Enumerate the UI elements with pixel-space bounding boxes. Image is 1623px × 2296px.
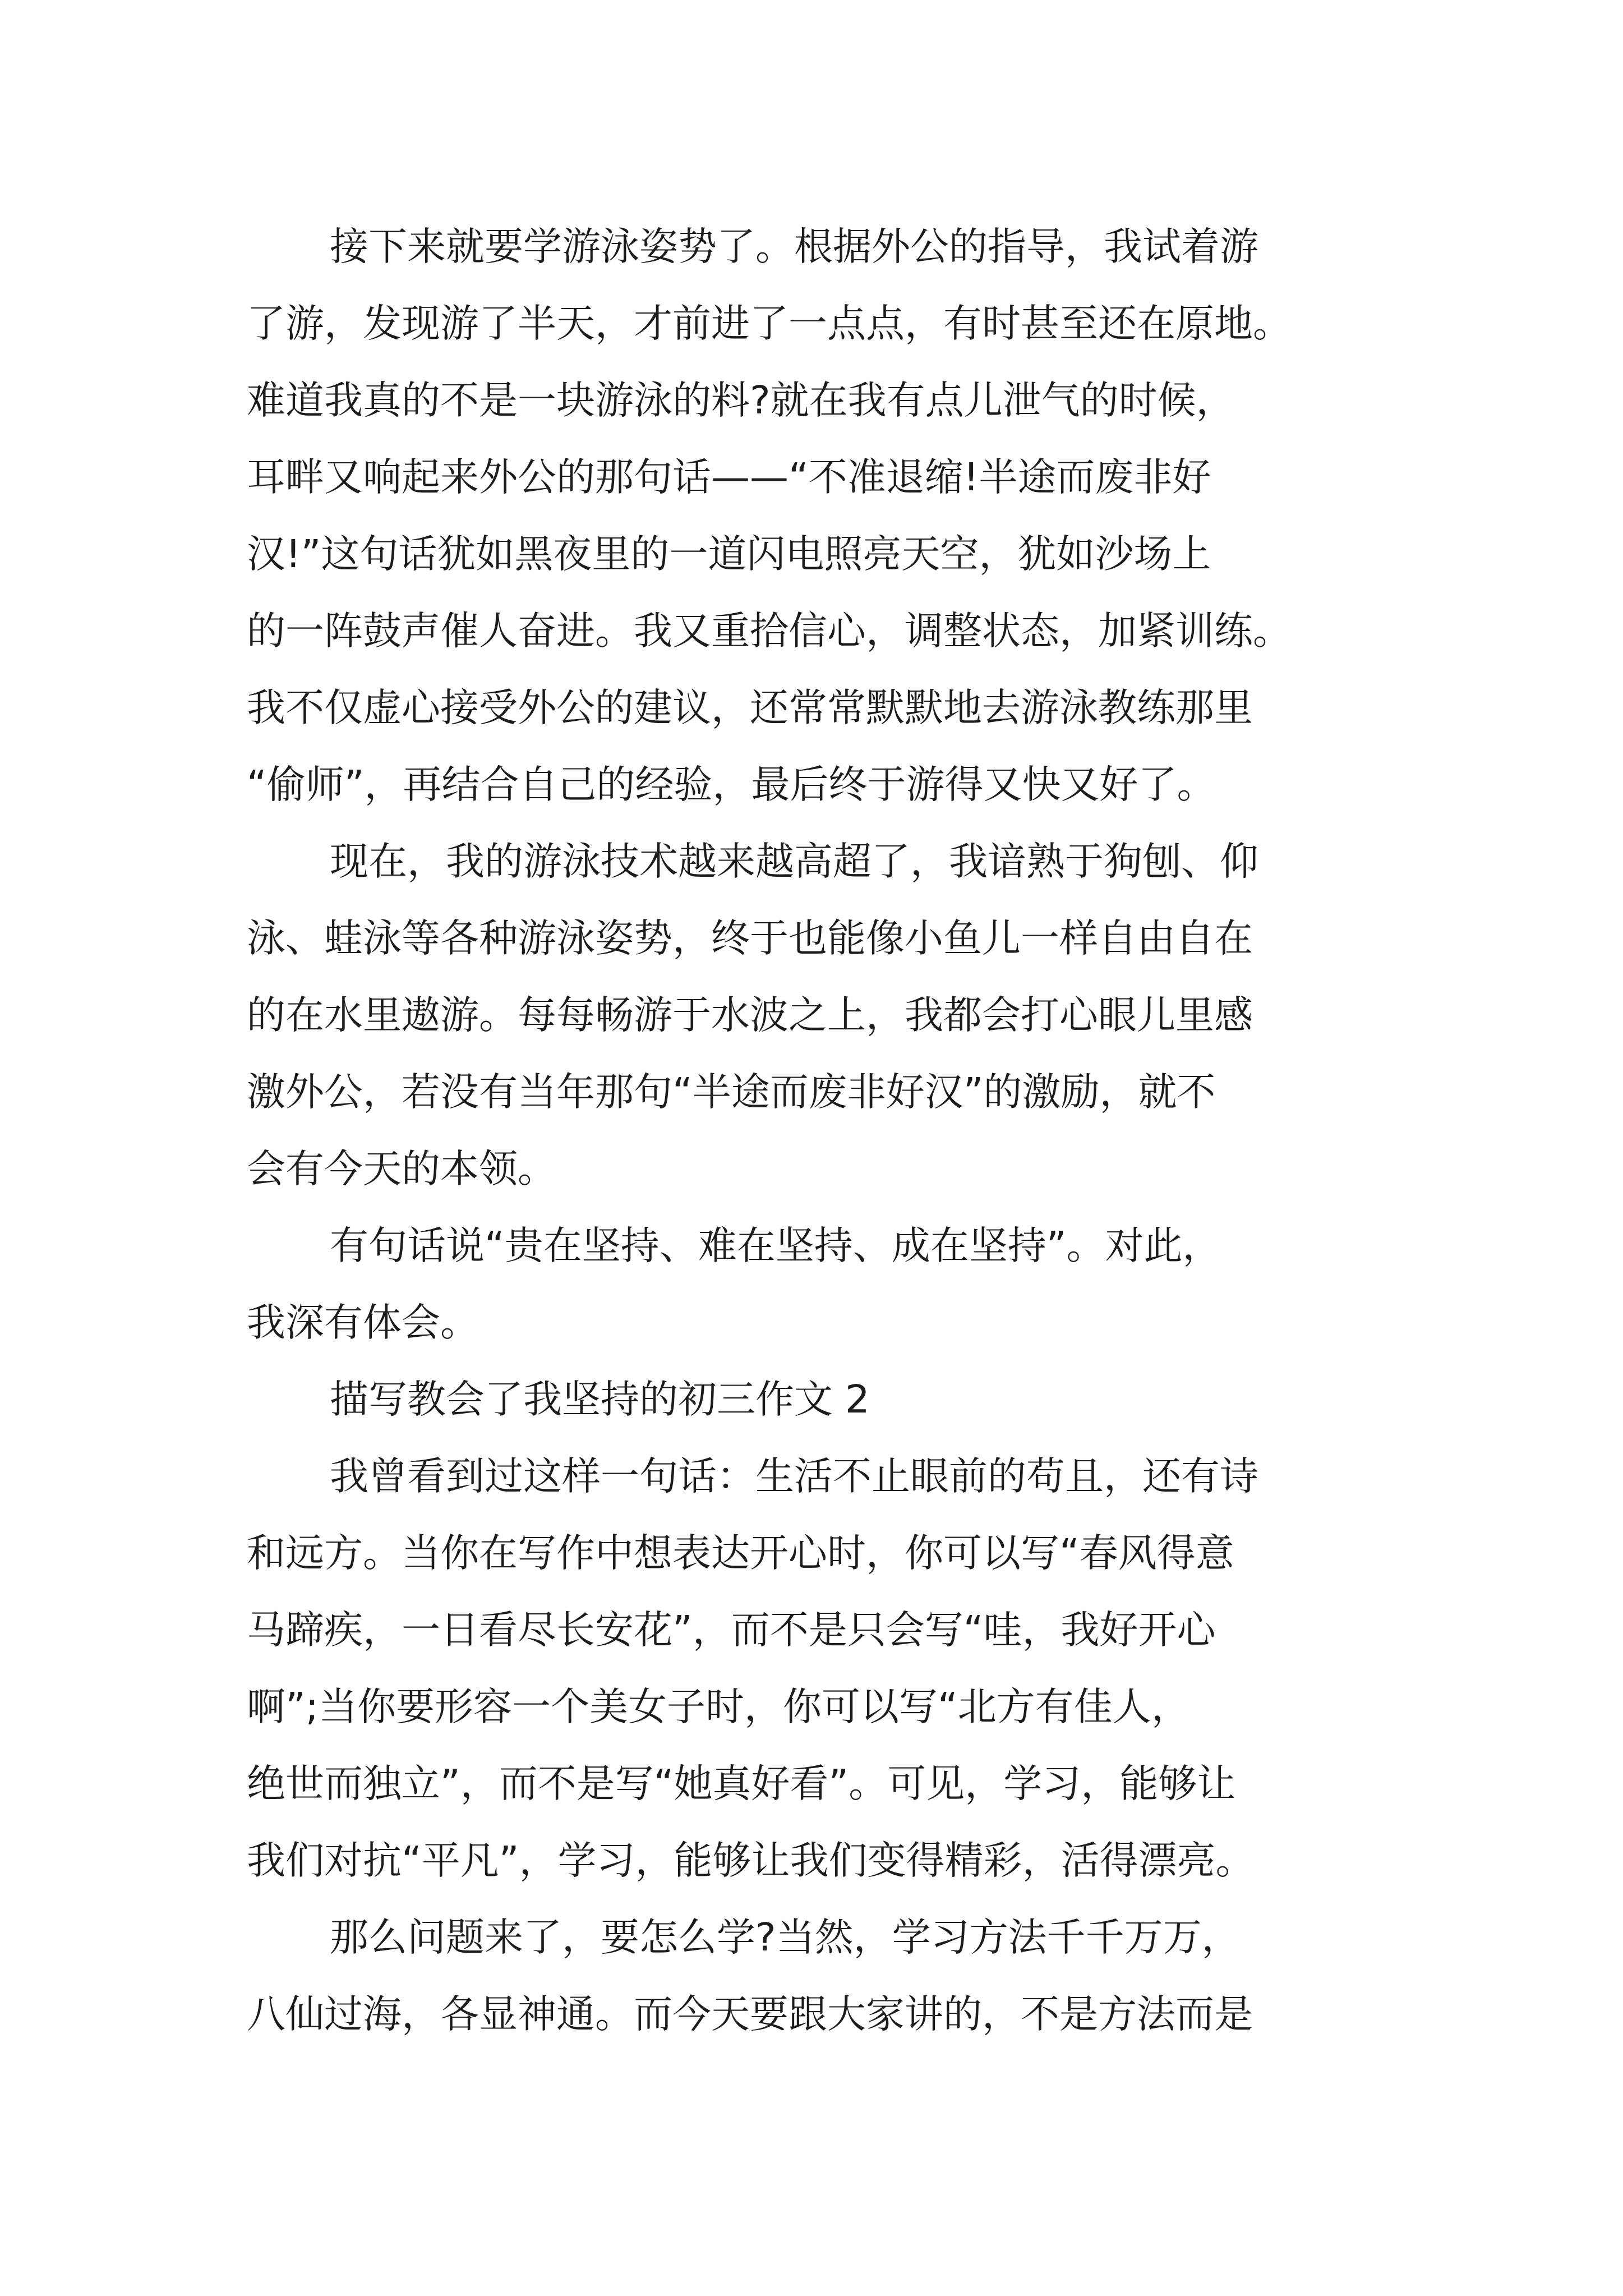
text-line: 啊”;当你要形容一个美女子时，你可以写“北方有佳人， [247,1685,1190,1729]
text-line: 我们对抗“平凡”，学习，能够让我们变得精彩，活得漂亮。 [247,1838,1255,1883]
section-heading: 描写教会了我坚持的初三作文 2 [330,1377,870,1422]
text-line: 有句话说“贵在坚持、难在坚持、成在坚持”。对此， [330,1223,1221,1268]
text-line: “偷师”，再结合自己的经验，最后终于游得又快又好了。 [247,762,1216,807]
text-line: 汉!”这句话犹如黑夜里的一道闪电照亮天空，犹如沙场上 [247,532,1211,577]
text-line: 绝世而独立”，而不是写“她真好看”。可见，学习，能够让 [247,1761,1236,1806]
text-line: 马蹄疾，一日看尽长安花”，而不是只会写“哇，我好开心 [247,1608,1216,1653]
text-line: 难道我真的不是一块游泳的料?就在我有点儿泄气的时候， [247,378,1235,423]
text-line: 和远方。当你在写作中想表达开心时，你可以写“春风得意 [247,1531,1234,1576]
text-line: 的在水里遨游。每每畅游于水波之上，我都会打心眼儿里感 [247,993,1253,1038]
document-body [247,209,1413,2053]
text-line: 了游，发现游了半天，才前进了一点点，有时甚至还在原地。 [247,301,1292,346]
text-line: 现在，我的游泳技术越来越高超了，我谙熟于狗刨、仰 [330,839,1258,884]
text-line: 接下来就要学游泳姿势了。根据外公的指导，我试着游 [330,224,1258,269]
text-line: 的一阵鼓声催人奋进。我又重拾信心，调整状态，加紧训练。 [247,609,1292,654]
text-line: 那么问题来了，要怎么学?当然，学习方法千千万万， [330,1915,1241,1960]
text-line: 耳畔又响起来外公的那句话——“不准退缩!半途而废非好 [247,455,1211,500]
text-line: 我不仅虚心接受外公的建议，还常常默默地去游泳教练那里 [247,685,1253,730]
text-line: 会有今天的本领。 [247,1147,556,1191]
text-line: 我曾看到过这样一句话：生活不止眼前的苟且，还有诗 [330,1454,1258,1499]
text-line: 泳、蛙泳等各种游泳姿势，终于也能像小鱼儿一样自由自在 [247,916,1253,961]
text-line: 我深有体会。 [247,1300,479,1345]
text-line: 八仙过海，各显神通。而今天要跟大家讲的，不是方法而是 [247,1992,1253,2037]
text-line: 激外公，若没有当年那句“半途而废非好汉”的激励，就不 [247,1070,1216,1115]
